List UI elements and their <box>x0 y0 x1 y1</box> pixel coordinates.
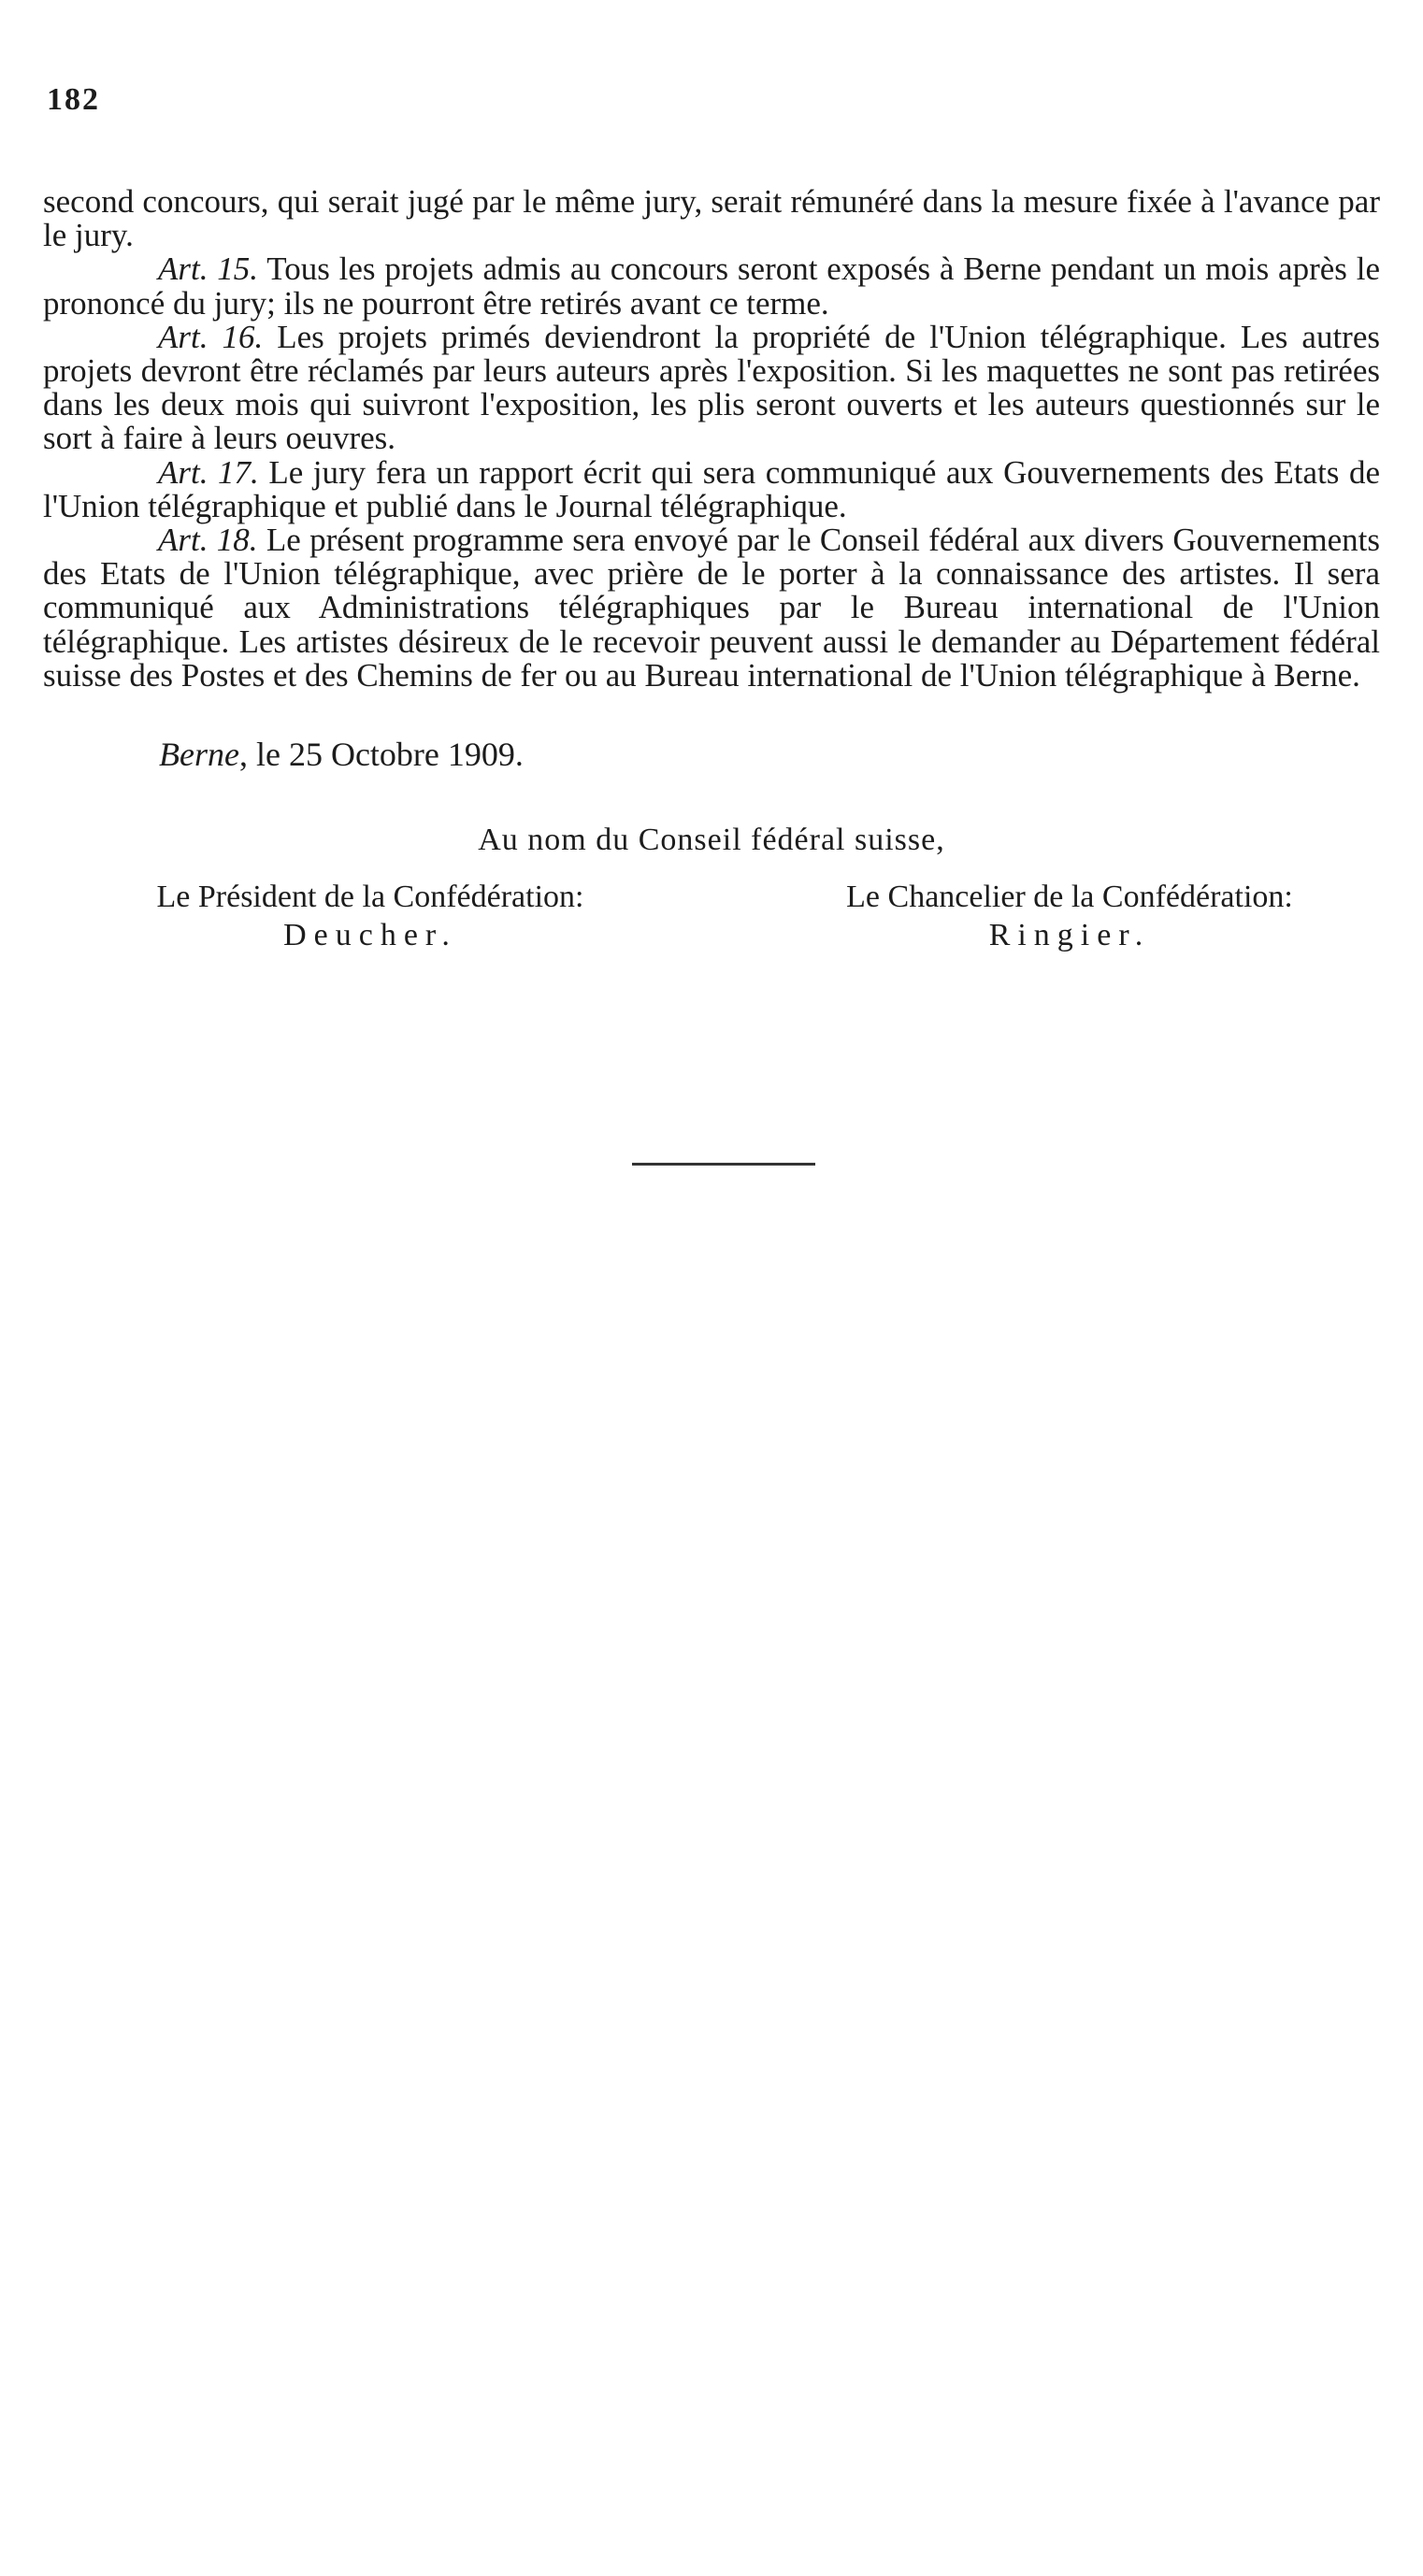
signature-name: Deucher. <box>283 918 457 952</box>
paragraph-text: second concours, qui serait jugé par le même jury, serait rémunéré dans la mesure fixée à l'avance par le jury. <box>43 183 1380 254</box>
article-17 <box>43 453 1380 524</box>
article-18 <box>43 523 1380 693</box>
article-text: Les projets primés deviendront la propriété de l'Union télégraphique. Les autres projets devront être réclamés par leurs auteurs après l'exposition. Si les maquettes ne sont pas retirées dans les deux mois qui suivront l'exposition, les plis seront ouverts et les auteurs questionnés sur le sort à faire à leurs oeuvres. <box>43 318 1380 457</box>
article-label: Art. 15. <box>158 250 259 288</box>
signature-title: Le Chancelier de la Confédération: <box>846 880 1293 914</box>
article-label: Art. 17. <box>158 453 259 491</box>
article-text: Le jury fera un rapport écrit qui sera communiqué aux Gouvernements des Etats de l'Union télégraphique et publié dans le Journal télégraphique. <box>43 453 1380 524</box>
date-text: , le 25 Octobre 1909. <box>238 736 524 773</box>
end-rule <box>632 1163 815 1166</box>
on-behalf-line: Au nom du Conseil fédéral suisse, <box>478 823 945 857</box>
page-number: 182 <box>47 82 100 117</box>
article-label: Art. 16. <box>158 318 264 355</box>
signature-name: Ringier. <box>988 918 1151 952</box>
signature-president <box>80 879 660 955</box>
body-text <box>43 185 1380 693</box>
article-label: Art. 18. <box>158 522 258 559</box>
paragraph-continuation <box>43 185 1380 252</box>
signature-chancellor <box>787 879 1352 955</box>
article-16 <box>43 318 1380 457</box>
article-text: Le présent programme sera envoyé par le Conseil fédéral aux divers Gouvernements des Etats de l'Union télégraphique, avec prière de le porter à la connaissance des artistes. Il sera communiqué aux Administrations télégraphiques par le Bureau international de l'Union télégraphique. Les artistes désireux de le recevoir peuvent aussi le demander au Département fédéral suisse des Postes et des Chemins de fer ou au Bureau international de l'Union télégraphique à Berne. <box>43 522 1380 694</box>
article-text: Tous les projets admis au concours seront exposés à Berne pendant un mois après le prononcé du jury; ils ne pourront être retirés avant ce terme. <box>43 250 1380 322</box>
signature-title: Le Président de la Confédération: <box>156 880 584 914</box>
date-place: Berne <box>159 736 239 773</box>
article-15 <box>43 252 1380 320</box>
date-line <box>159 735 524 774</box>
